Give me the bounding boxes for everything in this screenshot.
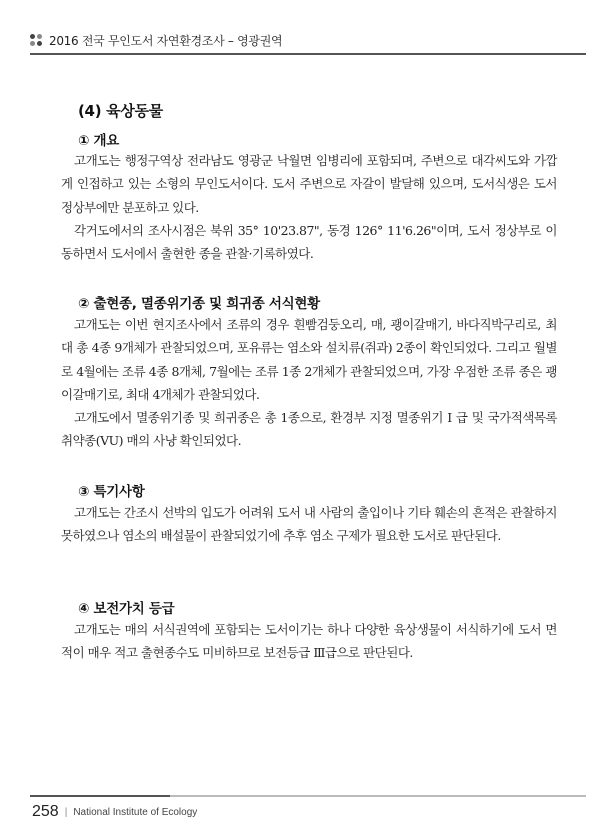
special-notes-paragraph: 고개도는 간조시 선박의 입도가 어려워 도서 내 사람의 출입이나 기타 훼손의 흔적은 관찰하지 못하였으나 염소의 배설물이 관찰되었기에 추후 염소 구제가 필요한 도서로 판단된다.	[61, 505, 557, 544]
species-paragraph-1: 고개도는 이번 현지조사에서 조류의 경우 흰빰검둥오리, 매, 괭이갈매기, 바다직박구리로, 최대 총 4종 9개체가 관찰되었으며, 포유류는 염소와 설치류(쥐과) 2종이 확인되었다. 그리고 월별로 4월에는 조류 4종 8개체, 7월에는 조류 1종 2개체가 관찰되었으며, 가장 우점한 조류 종은 괭이갈매기로, 최대 4개체가 관찰되었다.	[61, 317, 557, 402]
subsection-heading-conservation-grade: ④ 보전가치 등급	[78, 601, 175, 617]
footer-institute: National Institute of Ecology	[73, 806, 198, 818]
footer-divider-light	[170, 795, 586, 797]
page-footer	[32, 801, 197, 823]
page-number: 258	[32, 803, 59, 820]
subsection-heading-special-notes: ③ 특기사항	[78, 484, 145, 500]
subsection-heading-overview: ① 개요	[78, 133, 120, 149]
running-header	[30, 30, 586, 50]
overview-paragraph-2: 각거도에서의 조사시점은 북위 35° 10'23.87", 동경 126° 11'6.26"이며, 도서 정상부로 이동하면서 도서에서 출현한 종을 관찰·기록하였다.	[61, 223, 557, 262]
subsection-heading-species: ② 출현종, 멸종위기종 및 희귀종 서식현황	[78, 296, 320, 312]
header-dots-icon	[30, 34, 44, 46]
header-divider	[30, 53, 586, 55]
footer-separator: |	[64, 806, 68, 818]
species-paragraph-2: 고개도에서 멸종위기종 및 희귀종은 총 1종으로, 환경부 지정 멸종위기 I 급 및 국가적색목록 취약종(VU) 매의 사냥 확인되었다.	[61, 410, 557, 449]
footer-divider-dark	[30, 795, 170, 797]
section-title: (4) 육상동물	[78, 102, 163, 120]
conservation-grade-paragraph: 고개도는 매의 서식권역에 포함되는 도서이기는 하나 다양한 육상생물이 서식하기에 도서 면적이 매우 적고 출현종수도 미비하므로 보전등급 Ⅲ급으로 판단된다.	[61, 622, 557, 661]
overview-paragraph-1: 고개도는 행정구역상 전라남도 영광군 낙월면 임병리에 포함되며, 주변으로 대각씨도와 가깝게 인접하고 있는 소형의 무인도서이다. 도서 주변으로 자갈이 발달해 있으며, 도서식생은 도서 정상부에만 분포하고 있다.	[61, 153, 557, 215]
header-title: 2016 전국 무인도서 자연환경조사 – 영광권역	[49, 33, 283, 48]
